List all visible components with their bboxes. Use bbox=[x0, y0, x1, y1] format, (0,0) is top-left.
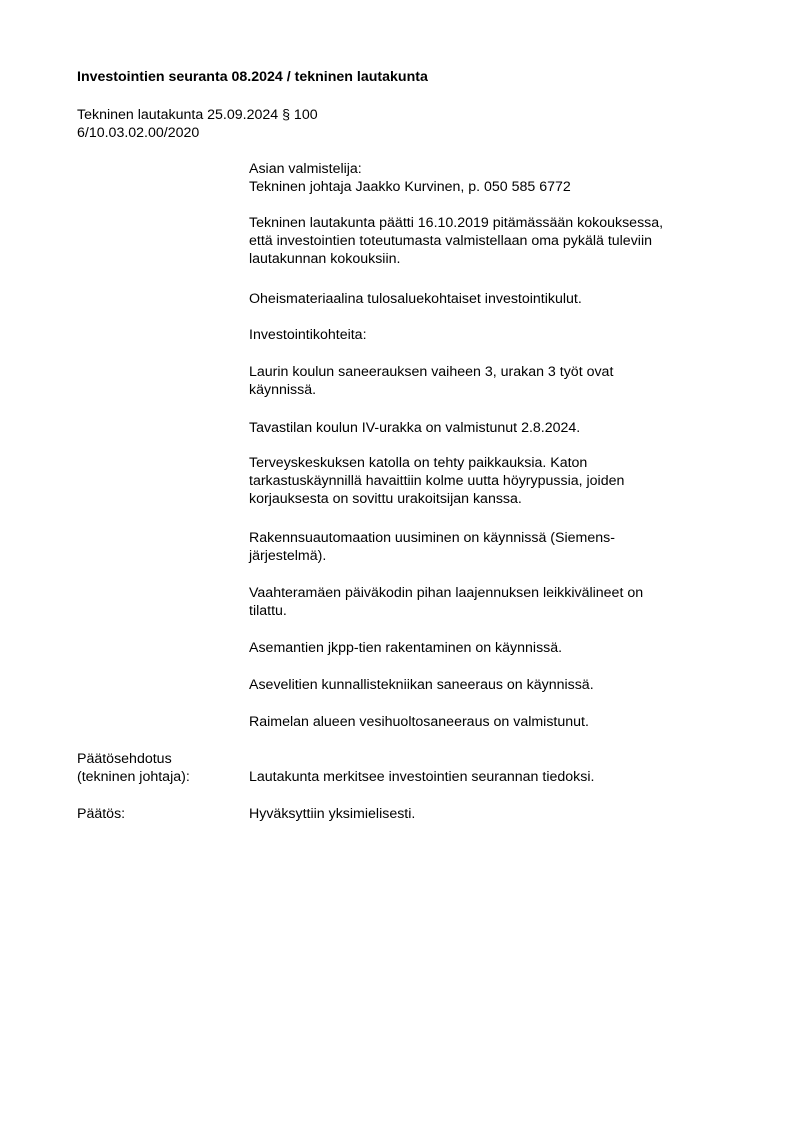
paragraph-text: Asemantien jkpp-tien rakentaminen on käynnissä. bbox=[249, 640, 563, 656]
paragraph-text: Asevelitien kunnallistekniikan saneeraus on käynnissä. bbox=[249, 677, 594, 693]
paragraph-text: Rakennsuautomaation uusiminen on käynnissä (Siemens- järjestelmä). bbox=[249, 530, 615, 564]
body-paragraph bbox=[249, 454, 739, 508]
body-paragraph bbox=[249, 529, 739, 565]
diary-number: 6/10.03.02.00/2020 bbox=[77, 125, 200, 141]
body-paragraph bbox=[249, 676, 739, 694]
body-paragraph bbox=[249, 326, 739, 344]
paragraph-text: Tekninen lautakunta päätti 16.10.2019 pitämässään kokouksessa, että investointien toteutumasta valmistellaan oma pykälä tuleviin lautakunnan kokouksiin. bbox=[249, 215, 664, 267]
preparer-block bbox=[249, 160, 739, 196]
paragraph-text: Laurin koulun saneerauksen vaiheen 3, urakan 3 työt ovat käynnissä. bbox=[249, 364, 614, 398]
paragraph-text: Raimelan alueen vesihuoltosaneeraus on valmistunut. bbox=[249, 714, 589, 730]
body-paragraph bbox=[249, 419, 739, 437]
decision-label: Päätös: bbox=[77, 806, 126, 822]
preparer-label: Asian valmistelija: bbox=[249, 161, 362, 177]
body-paragraph bbox=[249, 584, 739, 620]
paragraph-text: Vaahteramäen päiväkodin pihan laajennuksen leikkivälineet on tilattu. bbox=[249, 585, 644, 619]
paragraph-text: Oheismateriaalina tulosaluekohtaiset investointikulut. bbox=[249, 291, 582, 307]
document-title: Investointien seuranta 08.2024 / tekninen lautakunta bbox=[77, 69, 428, 85]
paragraph-text: Investointikohteita: bbox=[249, 327, 367, 343]
proposal-label: Päätösehdotus (tekninen johtaja): bbox=[77, 751, 190, 785]
paragraph-text: Tavastilan koulun IV-urakka on valmistunut 2.8.2024. bbox=[249, 420, 581, 436]
body-paragraph bbox=[249, 290, 739, 308]
body-paragraph bbox=[249, 713, 739, 731]
proposal-text: Lautakunta merkitsee investointien seurannan tiedoksi. bbox=[249, 769, 595, 785]
body-paragraph bbox=[249, 639, 739, 657]
body-paragraph bbox=[249, 363, 739, 399]
preparer-name: Tekninen johtaja Jaakko Kurvinen, p. 050 585 6772 bbox=[249, 179, 571, 195]
paragraph-text: Terveyskeskuksen katolla on tehty paikkauksia. Katon tarkastuskäynnillä havaittiin kolme uutta höyrypussia, joiden korjauksesta on sovittu urakoitsijan kanssa. bbox=[249, 455, 625, 507]
meeting-line: Tekninen lautakunta 25.09.2024 § 100 bbox=[77, 107, 318, 123]
decision-text: Hyväksyttiin yksimielisesti. bbox=[249, 806, 416, 822]
body-paragraph bbox=[249, 214, 739, 268]
